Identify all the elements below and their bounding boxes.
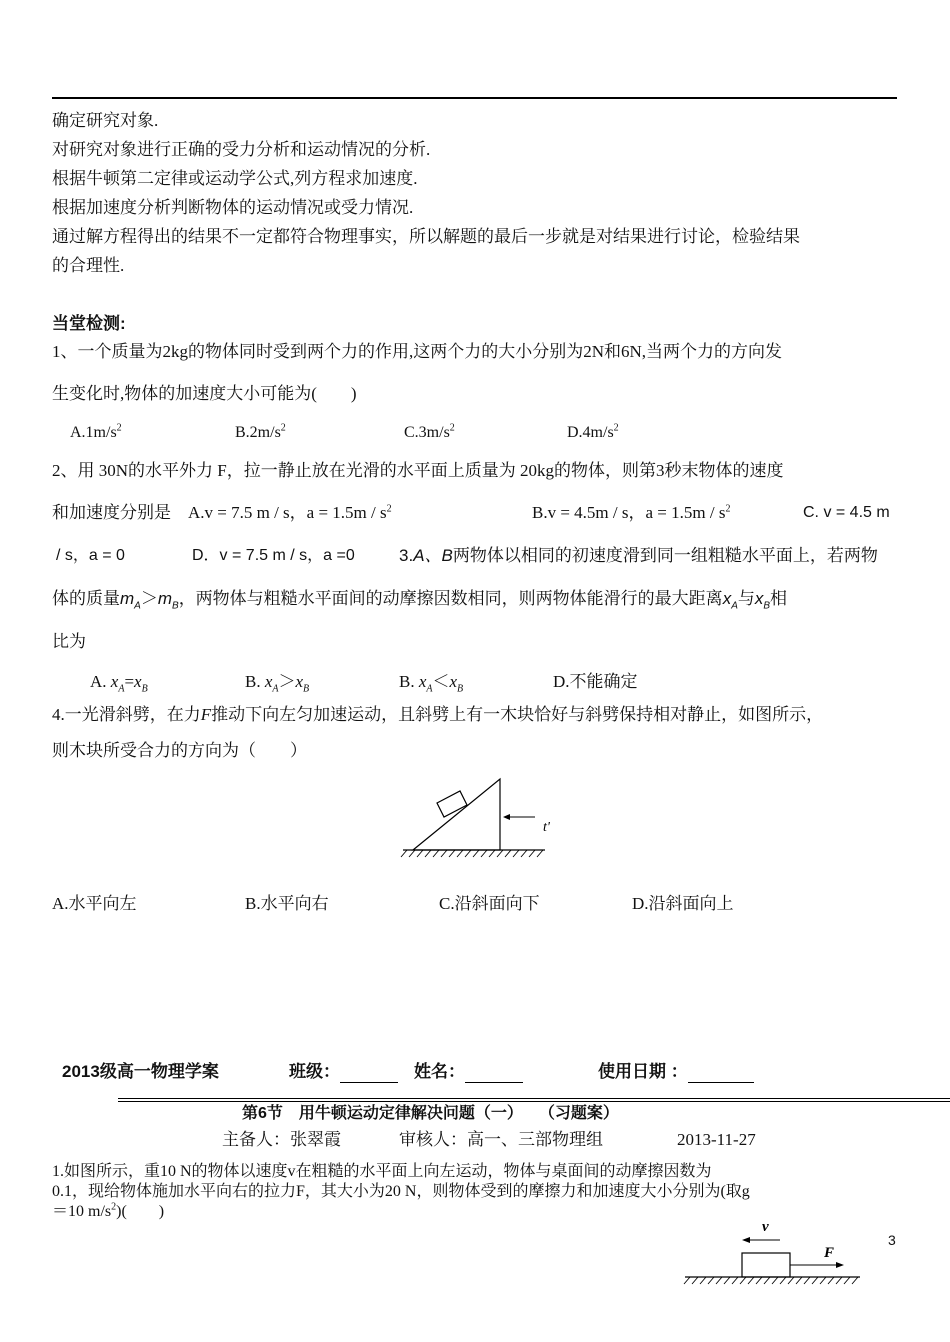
q2-line-3-b: D．v = 7.5 m / s，a =0 (192, 547, 355, 564)
q4-option-a: A.水平向左 (52, 894, 137, 913)
block-figure (680, 1215, 880, 1290)
date-blank[interactable] (688, 1064, 754, 1083)
reviewer: 审核人：高一、三部物理组 (399, 1130, 603, 1149)
q3-option-d: D.不能确定 (553, 672, 638, 691)
q4-option-c: C.沿斜面向下 (439, 894, 540, 913)
page-number: 3 (888, 1232, 896, 1248)
q2-line-2-a: 和加速度分别是 A.v = 7.5 m / s，$a = 1.5m / s^2$ (52, 503, 392, 522)
problem-1-line-1: 1.如图所示，重10 N的物体以速度v在粗糙的水平面上向左运动，物体与桌面间的动摩擦因数为 (52, 1163, 712, 1180)
date: 2013-11-27 (677, 1130, 756, 1149)
step-4: 根据加速度分析判断物体的运动情况或受力情况. (52, 198, 414, 217)
step-3: 根据牛顿第二定律或运动学公式,列方程求加速度. (52, 169, 418, 188)
date-field: 使用日期 ： (598, 1061, 754, 1083)
class-blank[interactable] (340, 1064, 398, 1083)
pull-arrowhead (836, 1262, 844, 1268)
problem-1-line-2: 0.1，现给物体施加水平向右的拉力F，其大小为20 N，则物体受到的摩擦力和加速度大小分别为(取g (52, 1183, 750, 1200)
q3-option-c: B. $x_A<x_B$ (399, 672, 464, 695)
problem-1-line-3: ＝10 $m/s^2$)( ) (52, 1201, 165, 1220)
class-field: 班级： (289, 1061, 398, 1083)
step-6: 的合理性. (52, 256, 125, 275)
step-5: 通过解方程得出的结果不一定都符合物理事实，所以解题的最后一步就是对结果进行讨论，检验结果 (52, 227, 800, 246)
q1-option-b: $B.2m/s^2$ (235, 422, 286, 441)
grade-label: 2013级高一物理学案 (62, 1062, 219, 1081)
q3-line-1: 3.A、B两物体以相同的初速度滑到同一组粗糙水平面上，若两物 (399, 546, 878, 565)
q4-line-1: 4.一光滑斜劈，在力F推动下向左匀加速运动，且斜劈上有一木块恰好与斜劈保持相对静止，如图所示， (52, 705, 824, 724)
q2-line-2-b: B.v = 4.5m / s，$a = 1.5m / s^2$ (532, 503, 731, 522)
q1-option-c: $C.3m/s^2$ (404, 422, 455, 441)
q1-option-d: $D.4m/s^2$ (567, 422, 619, 441)
velocity-arrowhead (742, 1237, 750, 1243)
velocity-label: v (762, 1219, 769, 1235)
page-rule-double-1 (118, 1098, 950, 1099)
ground-hatching (401, 850, 543, 857)
section-title: 当堂检测: (52, 314, 126, 333)
wedge-figure (395, 775, 555, 860)
section-heading: 第6节 用牛顿运动定律解决问题（一） （习题案） (242, 1105, 619, 1122)
table-hatching (684, 1277, 858, 1284)
preparer: 主备人：张翠霞 (222, 1130, 341, 1149)
name-field: 姓名： (414, 1061, 523, 1083)
q4-option-d: D.沿斜面向上 (632, 894, 734, 913)
pull-label: F (824, 1245, 835, 1261)
top-rule (52, 97, 897, 99)
q2-line-3-a: / s，a = 0 (56, 547, 125, 564)
step-2: 对研究对象进行正确的受力分析和运动情况的分析. (52, 140, 431, 159)
q1-option-a: $A.1m/s^2$ (70, 422, 122, 441)
q3-line-3: 比为 (52, 632, 86, 651)
name-blank[interactable] (465, 1064, 523, 1083)
step-1: 确定研究对象. (52, 111, 159, 130)
page-rule-double-2 (118, 1101, 950, 1102)
q4-option-b: B.水平向右 (245, 894, 329, 913)
q1-line-2: 生变化时,物体的加速度大小可能为( ) (52, 384, 357, 403)
force-label: t' (543, 820, 550, 835)
wooden-block (437, 791, 467, 817)
q3-line-2: 体的质量$m_A>m_B$，两物体与粗糙水平面间的动摩擦因数相同，则两物体能滑行的最大距离$x_A$与$x_B$相 (52, 589, 788, 612)
wedge (413, 779, 500, 850)
q3-option-a: A. $x_A=x_B$ (90, 672, 148, 695)
q3-option-b: B. $x_A>x_B$ (245, 672, 310, 695)
q1-line-1: 1、一个质量为2kg的物体同时受到两个力的作用,这两个力的大小分别为2N和6N,当两个力的方向发 (52, 342, 783, 361)
block (742, 1253, 790, 1277)
q2-line-2-c: C. v = 4.5 m (803, 504, 890, 521)
q2-line-1: 2、用 30N的水平外力 F，拉一静止放在光滑的水平面上质量为 20kg的物体，则第3秒末物体的速度 (52, 461, 784, 480)
force-arrowhead (503, 814, 510, 820)
q4-line-2: 则木块所受合力的方向为（ ） (52, 741, 307, 760)
